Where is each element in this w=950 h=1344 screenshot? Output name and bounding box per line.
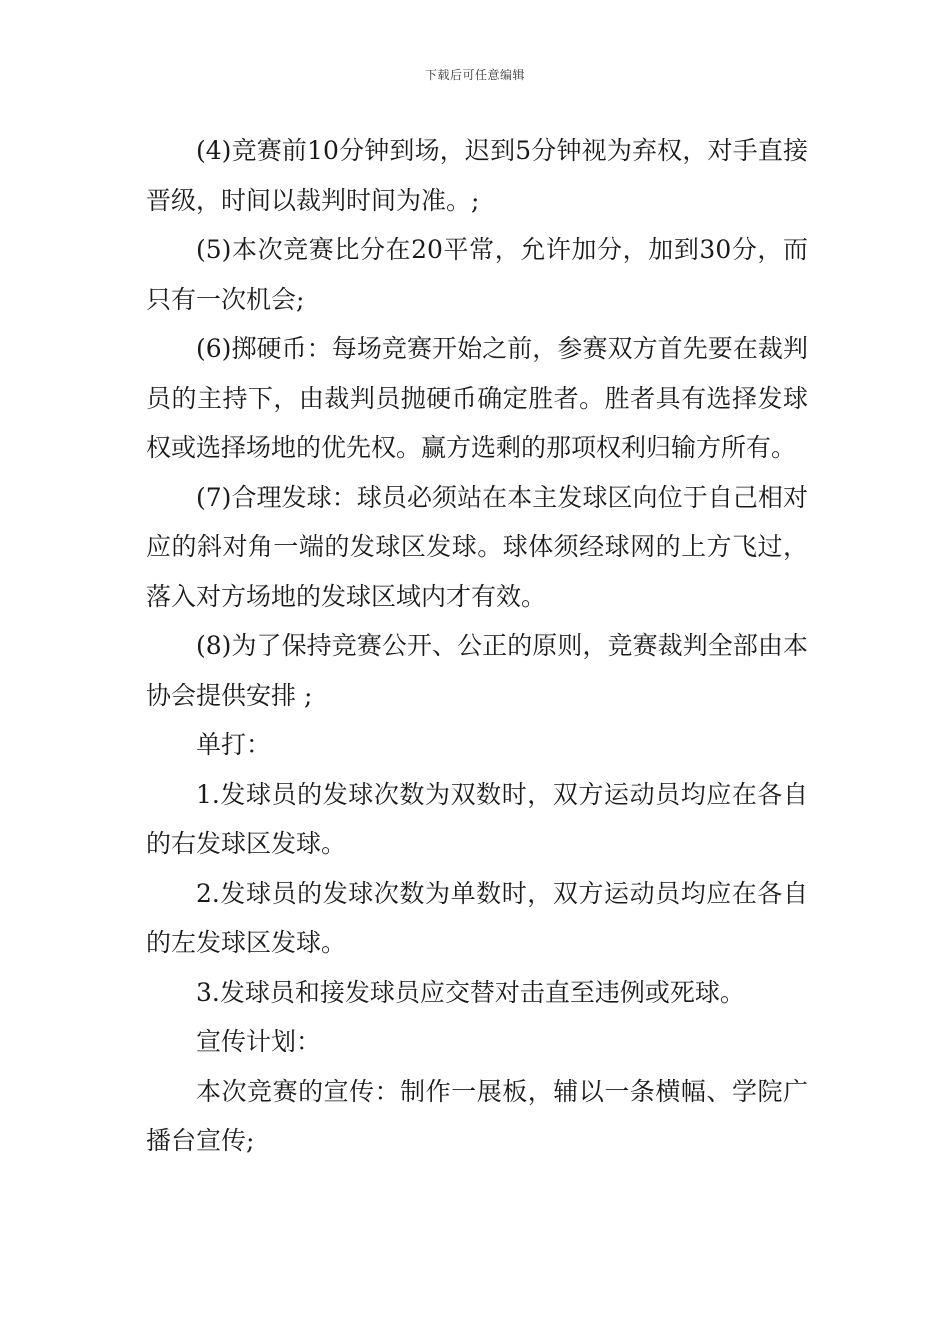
section-heading-singles: 单打： — [196, 730, 272, 759]
paragraph-rule-5: (5)本次竞赛比分在20平常，允许加分，加到30分，而只有一次机会; — [146, 235, 808, 314]
paragraph-rule-4: (4)竞赛前10分钟到场，迟到5分钟视为弃权，对手直接晋级，时间以裁判时间为准。; — [146, 136, 808, 215]
paragraph-rule-8: (8)为了保持竞赛公开、公正的原则，竞赛裁判全部由本协会提供安排 ; — [146, 631, 808, 710]
publicity-paragraph: 本次竞赛的宣传：制作一展板，辅以一条横幅、学院广播台宣传; — [146, 1076, 808, 1155]
paragraph-rule-6: (6)掷硬币：每场竞赛开始之前，参赛双方首先要在裁判员的主持下，由裁判员抛硬币确定胜者。胜者具有选择发球权或选择场地的优先权。赢方选剩的那项权利归输方所有。 — [146, 334, 808, 462]
paragraph-rule-7: (7)合理发球：球员必须站在本主发球区向位于自己相对应的斜对角一端的发球区发球。球体须经球网的上方飞过，落入对方场地的发球区域内才有效。 — [146, 482, 808, 611]
singles-item-1: 1.发球员的发球次数为双数时，双方运动员均应在各自的右发球区发球。 — [146, 779, 808, 858]
singles-item-3: 3.发球员和接发球员应交替对击直至违例或死球。 — [196, 977, 745, 1007]
singles-item-2: 2.发球员的发球次数为单数时，双方运动员均应在各自的左发球区发球。 — [146, 878, 808, 957]
header-note: 下载后可任意编辑 — [424, 68, 525, 82]
section-heading-publicity: 宣传计划： — [196, 1027, 322, 1056]
document-body — [146, 126, 808, 1166]
